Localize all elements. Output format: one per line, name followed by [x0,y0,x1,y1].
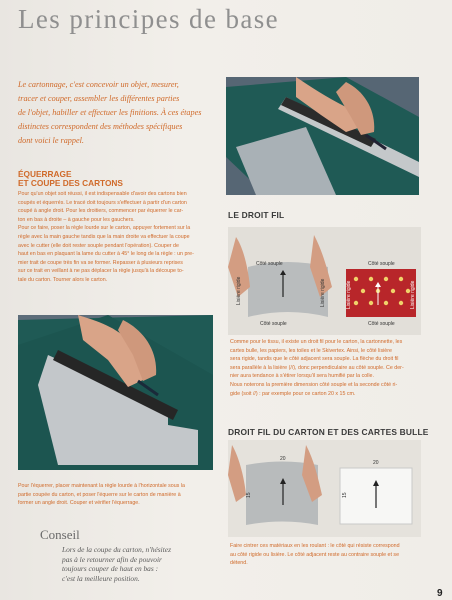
text-line: coupé à angle droit. Pour les droitiers, commencer par équerrer le car- [18,208,184,215]
conseil-label: Conseil [40,527,80,542]
label-cote-souple-fabric-bottom: Côté souple [368,321,395,327]
page-title: Les principes de base [18,4,280,34]
text-line: partie coupée du carton, et poser l'équerre sur le carton de manière à [18,491,181,498]
label-dim-20-right: 20 [373,460,379,466]
text-line: Pour ce faire, poser la règle lourde sur le carton, appuyer fortement sur la [18,225,191,232]
label-lisiere-rigide-left: Lisière rigide [236,276,242,305]
conseil-line: c'est la meilleure position. [62,573,140,583]
droit-fil-paragraph [230,338,435,398]
heading-line: ÉQUERRAGE [18,169,72,179]
equerrage-paragraph-1 [18,190,218,285]
label-cote-souple-bottom: Côté souple [260,321,287,327]
photo-cutting-cardboard [18,315,213,470]
label-dim-20-left: 20 [280,456,286,462]
text-line: gide (soit //) : par exemple pour ce carton 20 x 15 cm. [230,390,356,397]
text-line: Nous noterons la première dimension côté souple et la seconde côté ri- [230,381,398,388]
section-heading-equerrage [18,170,123,188]
text-line: Pour l'équerrer, placer maintenant la règle lourde à l'horizontale sous la [18,483,185,489]
text-line: Comme pour le tissu, il existe un droit fil pour le carton, la cartonnette, les [230,339,403,345]
text-line: former un angle droit. Couper et vérifier l'équerrage. [18,500,140,507]
text-line: sera parallèle à la lisière (//), donc perpendiculaire au côté souple. Ce der- [230,364,404,371]
text-line: haut en bas en plaquant la lame du cutter à 45° le long de la règle : un pre- [18,251,194,258]
label-lisiere-rigide-right: Lisière rigide [320,278,326,307]
heading-droit-fil-carton: DROIT FIL DU CARTON ET DES CARTES BULLE [228,427,429,437]
text-line: mier trait de coupe très fin va se former. Repasser à plusieurs reprises [18,259,183,266]
text-line: coupés et équerrés. Le tracé doit toujours s'effectuer à partir d'un carton [18,199,187,206]
intro-line: dont voici le rappel. [18,136,84,145]
droit-fil-carton-paragraph [230,542,435,568]
text-line: au côté rigide ou lisière. Le côté adjacent reste au contraire souple et se [230,551,400,558]
intro-line: distinctes correspondent des méthodes spécifiques [18,122,183,131]
intro-text [18,78,218,148]
conseil-text [62,545,171,583]
text-line: Pour qu'un objet soit réussi, il est indispensable d'avoir des cartons bien [18,191,187,197]
heading-droit-fil: LE DROIT FIL [228,210,285,220]
photo-carton-dimensions [228,440,421,537]
heading-line: ET COUPE DES CARTONS [18,178,123,188]
conseil-line: toujours couper de haut en bas : [62,564,159,573]
text-line: détend. [230,560,248,567]
text-line: Faire cintrer ces matériaux en les roulant : le côté qui résiste correspond [230,543,400,549]
conseil-line: Lors de la coupe du carton, n'hésitez [62,545,171,554]
text-line: règle avec la main gauche tandis que la main droite va effectuer la coupe [18,233,190,240]
text-line: cartes bulle, les papiers, les toiles et le Skivertex. Ainsi, le côté lisière [230,347,392,354]
photo-cutting-with-ruler [226,77,419,195]
equerrage-paragraph-2 [18,482,223,508]
text-line: sera rigide, tandis que le côté adjacent sera souple. La flèche du droit fil [230,356,399,363]
text-line: ton en bas à droite – à gauche pour les gauchers. [18,216,135,223]
intro-line: Le cartonnage, c'est concevoir un objet, mesurer, [18,80,179,89]
label-dim-15-right: 15 [342,492,348,498]
label-cote-souple-fabric-top: Côté souple [368,261,395,267]
label-dim-15-left: 15 [246,492,252,498]
page-number: 9 [437,588,443,599]
text-line: sur ce trait en veillant à ne pas déplacer la règle jusqu'à la découpe to- [18,268,184,275]
label-lisiere-rigide-fabric-right: Lisière rigide [410,280,416,309]
text-line: tale du carton. Tourner alors le carton. [18,276,108,283]
conseil-line: pas à le retourner afin de pouvoir [62,554,162,564]
text-line: avec le cutter (elle doit rester souple pendant l'opération). Couper de [18,242,179,249]
text-line: nier aura tendance à s'étirer lorsqu'il sera humifié par la colle. [230,373,374,380]
intro-line: de l'objet, habiller et effectuer les finitions. À ces étapes [18,108,202,117]
label-lisiere-rigide-fabric-left: Lisière rigide [346,280,352,309]
photo-droit-fil [228,227,421,335]
intro-line: tracer et couper, assembler les différentes parties [18,94,180,103]
label-cote-souple-top: Côté souple [256,261,283,267]
